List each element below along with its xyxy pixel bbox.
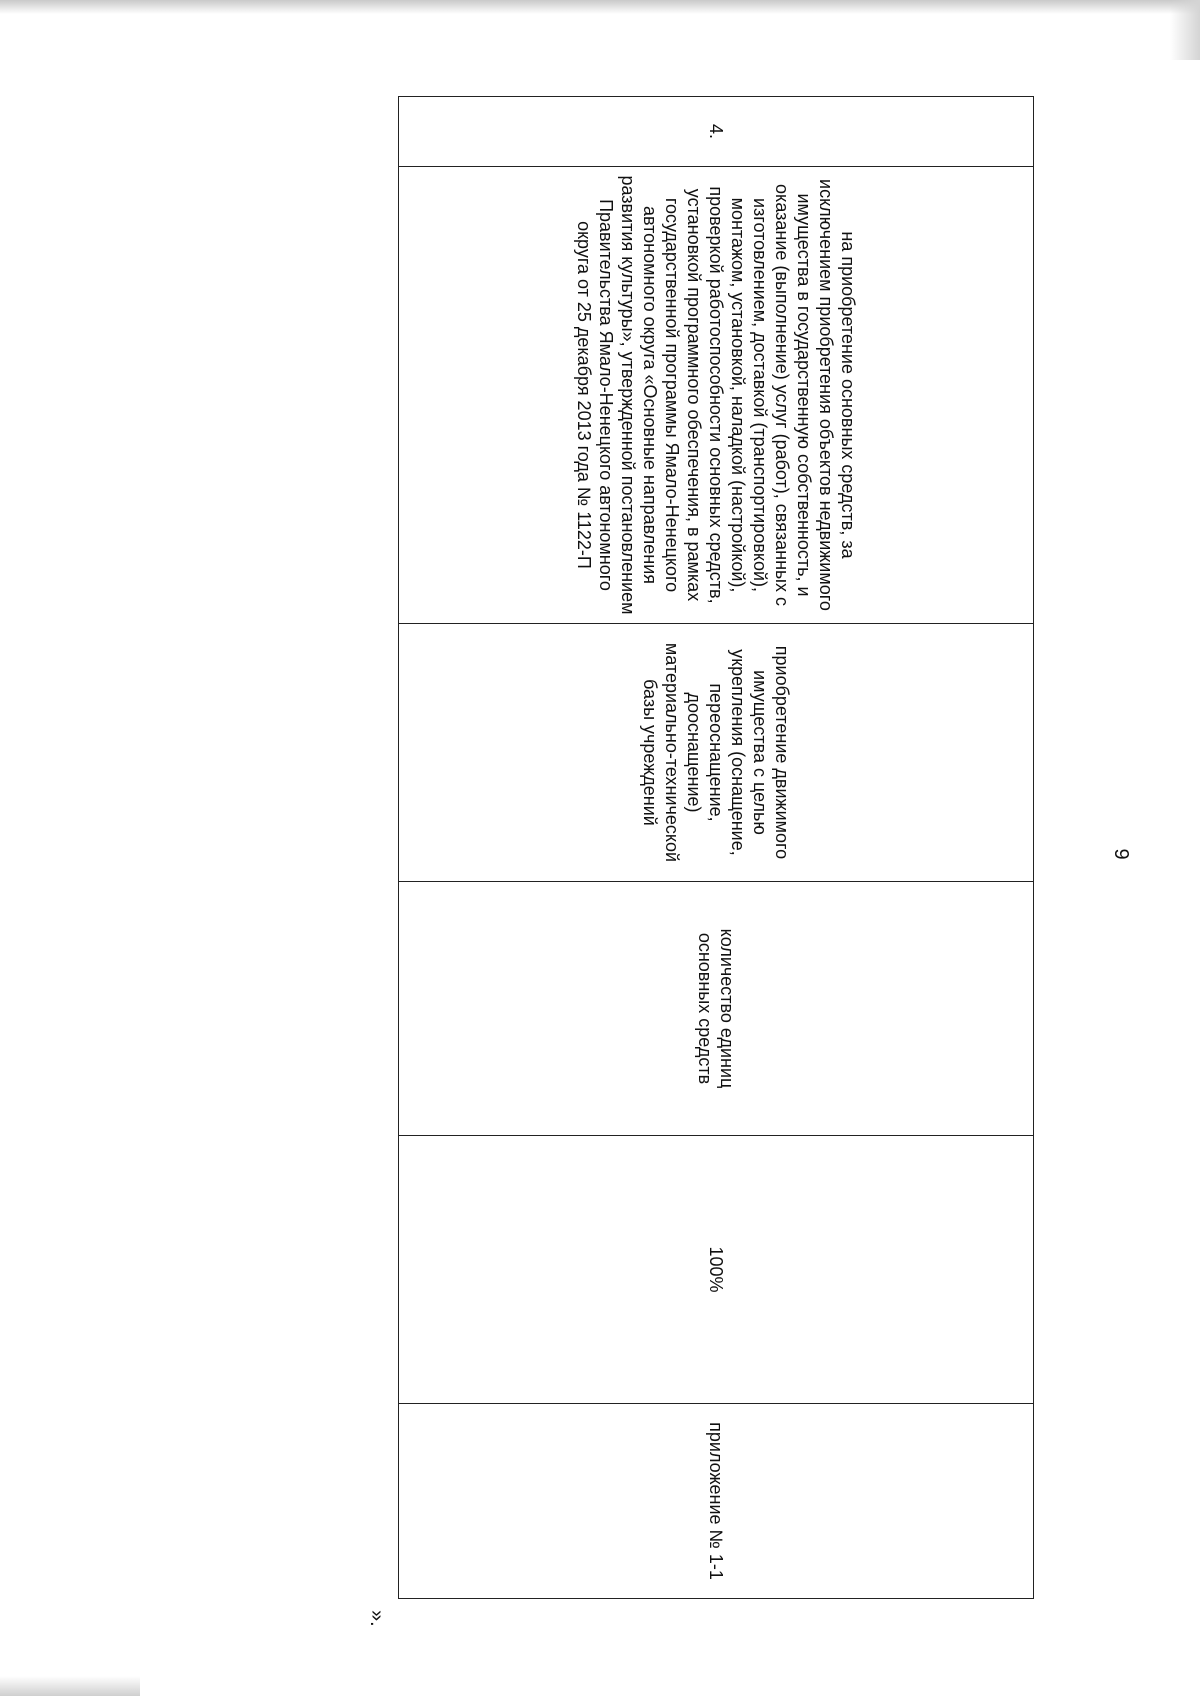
page-number: 9 — [1110, 848, 1132, 860]
data-table — [398, 96, 1034, 1599]
description-cell: на приобретение основных средств, за исключением приобретения объектов недвижимого имущества в государственную собственность, и оказание (выполнение) услуг (работ), связанных с изготовлением, доставкой (транспортировкой), монтажом, установкой, наладкой (настройкой), проверкой работоспособности основных средств, установкой программного обеспечения, в рамках государственной программы Ямало-Ненецкого автономного округа «Основные направления развития культуры», утвержденной постановлением Правительства Ямало-Ненецкого автономного округа от 25 декабря 2013 года № 1122-П — [399, 167, 1034, 624]
closing-quote-mark: ». — [366, 1610, 388, 1627]
row-number-cell: 4. — [399, 97, 1034, 167]
appendix-cell: приложение № 1-1 — [399, 1404, 1034, 1599]
table-row — [399, 97, 1034, 1599]
percent-cell: 100% — [399, 1136, 1034, 1404]
goal-cell: приобретение движимого имущества с целью укрепления (оснащение, переоснащение, дооснащение) материально-технической базы учреждений — [399, 624, 1034, 882]
unit-cell: количество единиц основных средств — [399, 882, 1034, 1136]
